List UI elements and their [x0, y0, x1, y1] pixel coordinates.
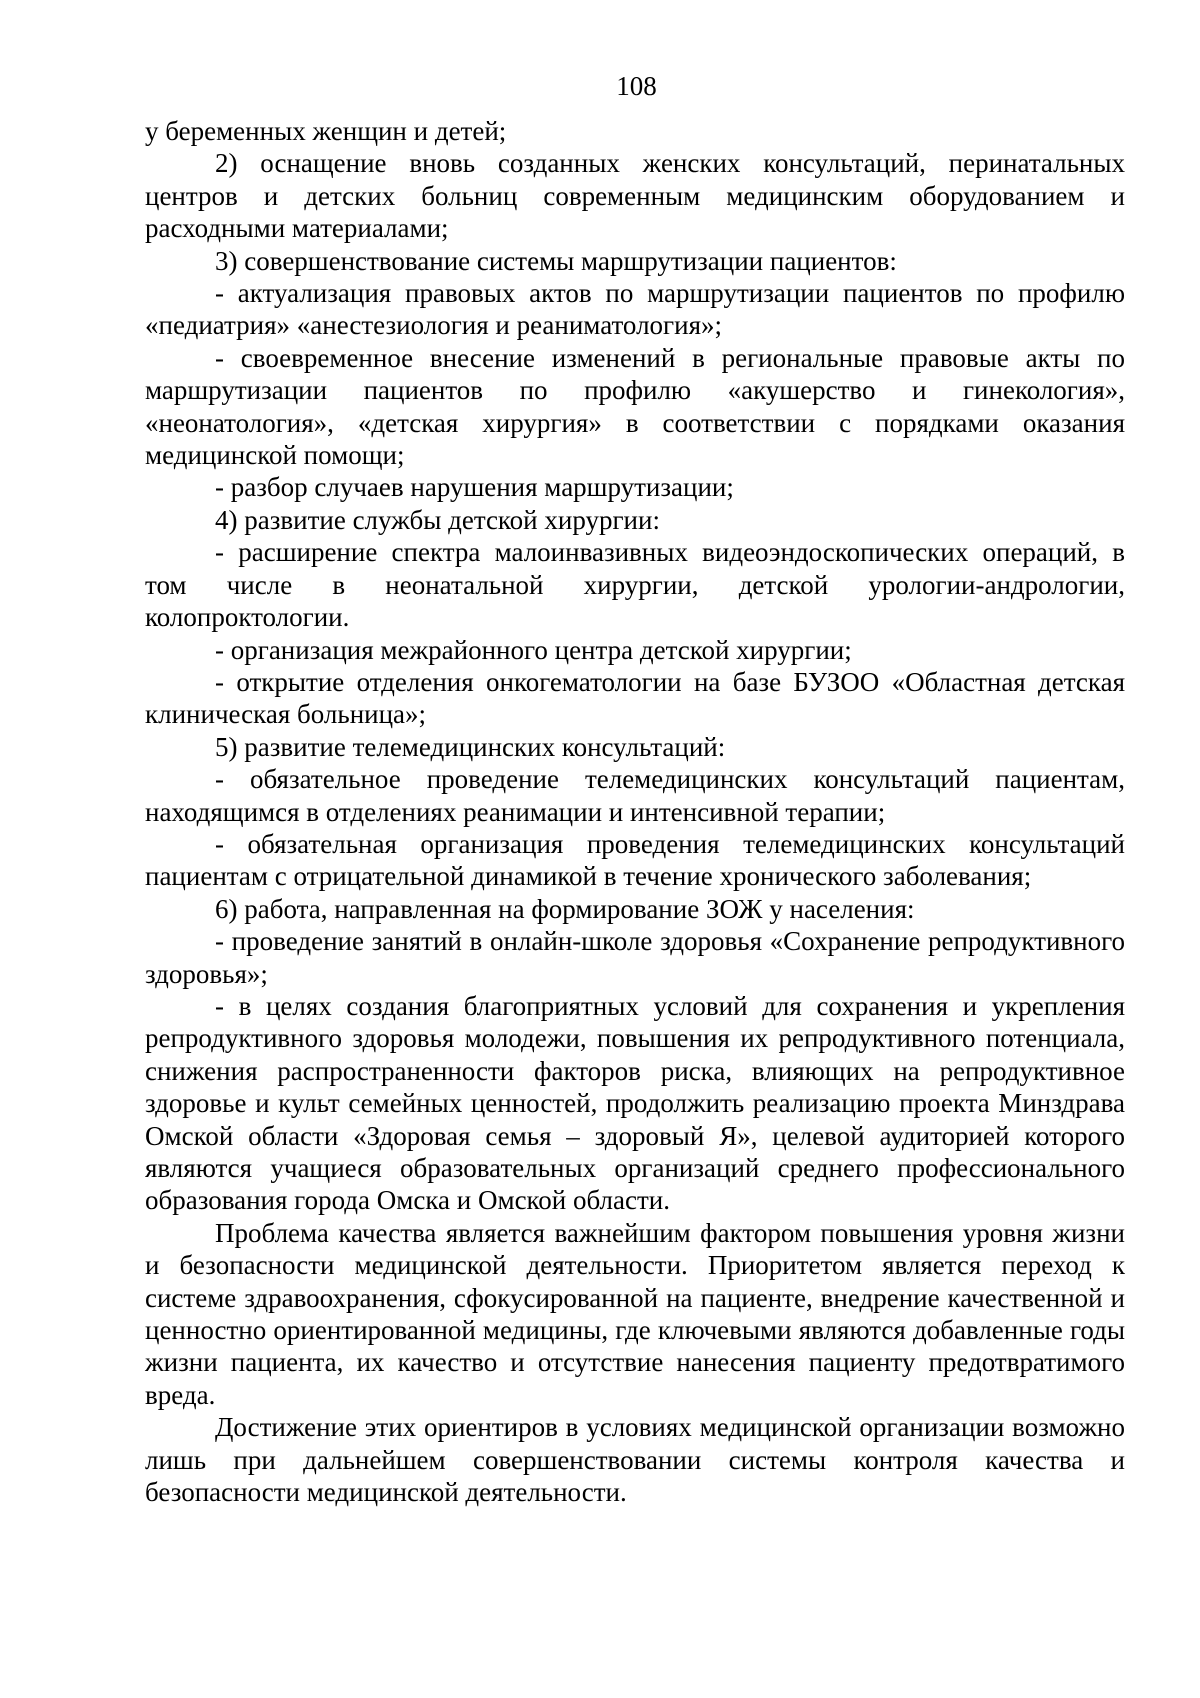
paragraph-continuation: у беременных женщин и детей; [145, 116, 507, 146]
paragraph-item-6: 6) работа, направленная на формирование ЗОЖ у населения: [215, 893, 915, 924]
paragraph-item-4: 4) развитие службы детской хирургии: [215, 504, 660, 535]
paragraph-quality: Проблема качества является важнейшим фактором повышения уровня жизни и безопасности медицинской деятельности. Приоритетом является переход к системе здравоохранения, сфокусированной на пациенте, внедрение качественной и ценностно ориентированной медицины, где ключевыми являются добавленные годы жизни пациента, их качество и отсутствие нанесения пациенту предотвратимого вреда. [145, 1217, 1125, 1410]
bullet-routing-acts: - актуализация правовых актов по маршрутизации пациентов по профилю «педиатрия» «анестезиология и реаниматология»; [145, 278, 1125, 341]
page-number: 108 [616, 71, 657, 101]
bullet-routing-violations: - разбор случаев нарушения маршрутизации; [215, 472, 734, 503]
bullet-regional-acts: - своевременное внесение изменений в региональные правовые акты по маршрутизации пациентов по профилю «акушерство и гинекология», «неонатология», «детская хирургия» в соответствии с порядками оказания медицинской помощи; [145, 342, 1125, 471]
bullet-oncohematology: - открытие отделения онкогематологии на базе БУЗОО «Областная детская клиническая больница»; [145, 666, 1125, 730]
bullet-online-school: - проведение занятий в онлайн-школе здоровья «Сохранение репродуктивного здоровья»; [145, 926, 1125, 989]
paragraph-achievement: Достижение этих ориентиров в условиях медицинской организации возможно лишь при дальнейшем совершенствовании системы контроля качества и безопасности медицинской деятельности. [145, 1412, 1125, 1508]
paragraph-item-2: 2) оснащение вновь созданных женских консультаций, перинатальных центров и детских больниц современным медицинским оборудованием и расходными материалами; [145, 148, 1125, 244]
body-text [145, 115, 1125, 1508]
bullet-icu-telemedicine: - обязательное проведение телемедицинских консультаций пациентам, находящимся в отделениях реанимации и интенсивной терапии; [145, 764, 1125, 827]
bullet-interdistrict-center: - организация межрайонного центра детской хирургии; [215, 634, 852, 665]
paragraph-item-5: 5) развитие телемедицинских консультаций: [215, 731, 726, 762]
paragraph-item-3: 3) совершенствование системы маршрутизации пациентов: [215, 245, 897, 276]
bullet-healthy-family: - в целях создания благоприятных условий для сохранения и укрепления репродуктивного здоровья молодежи, повышения их репродуктивного потенциала, снижения распространенности факторов риска, влияющих на репродуктивное здоровье и культ семейных ценностей, продолжить реализацию проекта Минздрава Омской области «Здоровая семья – здоровый Я», целевой аудиторией которого являются учащиеся образовательных организаций среднего профессионального образования города Омска и Омской области. [145, 990, 1125, 1216]
bullet-chronic-telemedicine: - обязательная организация проведения телемедицинских консультаций пациентам с отрицательной динамикой в течение хронического заболевания; [145, 828, 1125, 892]
bullet-minimally-invasive: - расширение спектра малоинвазивных видеоэндоскопических операций, в том числе в неонатальной хирургии, детской урологии-андрологии, колопроктологии. [145, 537, 1125, 633]
